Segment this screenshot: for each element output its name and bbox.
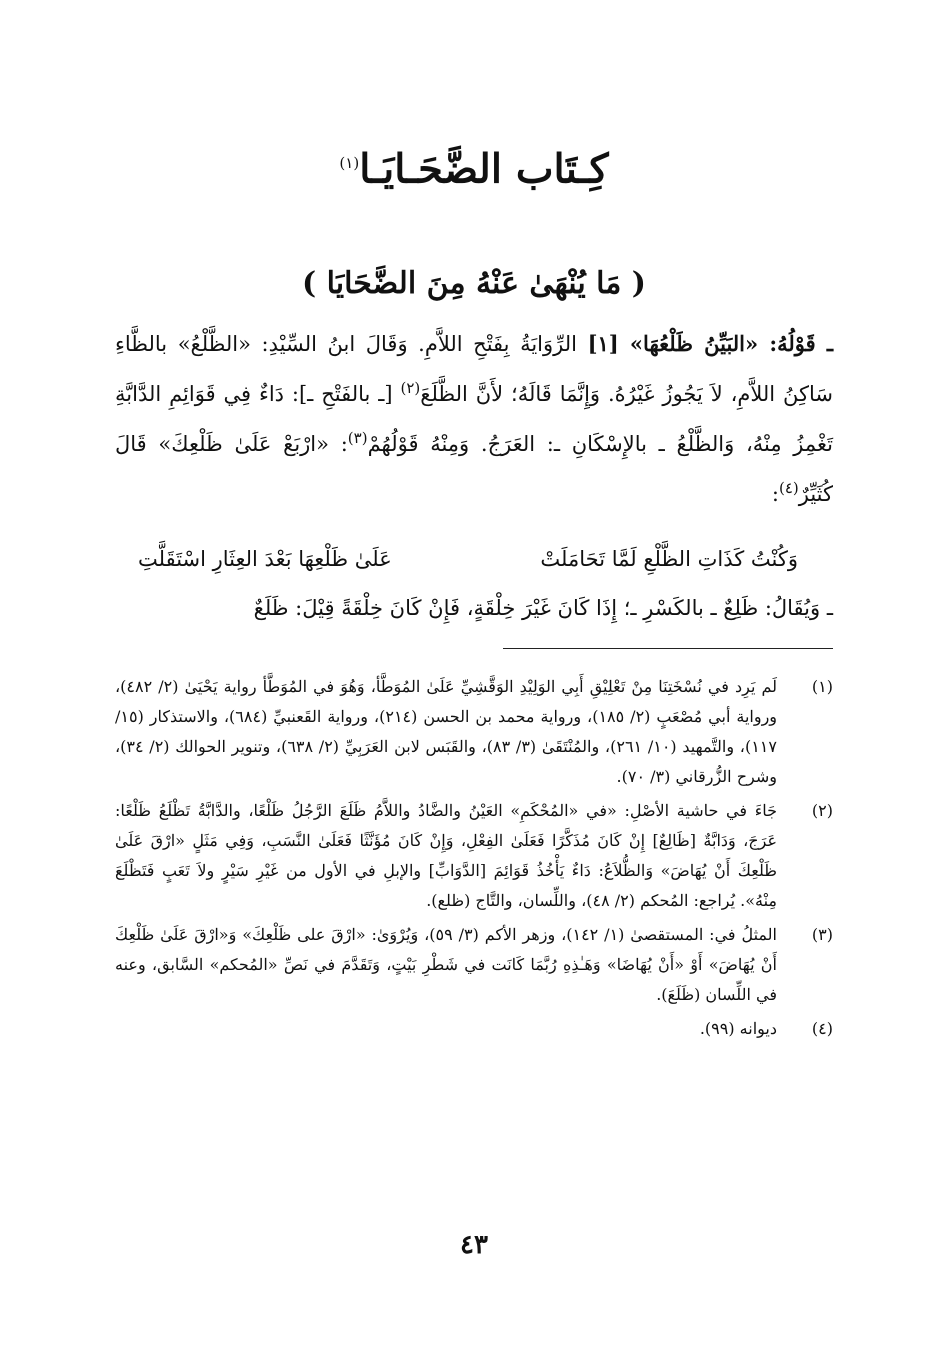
- footnote: [115, 1014, 833, 1044]
- body-text-2: [ـ بالفَتْحِ ـ]: دَاءٌ فِي قَوَائِمِ الدَّابَّةِ تَغْمِزُ مِنْهُ، وَالظَّلْعُ ـ بالإِسْكَانِ ـ: العَرَجُ. وَمِنْهُ قَوْلُهُمْ: [115, 382, 833, 456]
- footnote-ref-4: (٤): [778, 479, 799, 497]
- footnote-text: ديوانه (٩٩).: [699, 1019, 777, 1038]
- footnote: [115, 672, 833, 792]
- poetry-verse: [138, 537, 798, 581]
- section-title: ( مَا يُنْهَىٰ عَنْهُ مِنَ الضَّحَايَا ): [302, 266, 646, 301]
- footnote-text: لَم يَرِد في نُسْخَتِنَا مِنْ تَعْلِيْقِ أَبِي الوَلِيْدِ الوَقَّشِيِّ عَلَىٰ المُوَطَّأ، وَهُوَ في المُوَطَّأ رواية يَحْيَىٰ (٢/ ٤٨٢)، ورواية أبي مُصْعَبٍ (٢/ ١٨٥)، ورواية محمد بن الحسن (٢١٤)، ورواية القَعنبيِّ (٦٨٤)، والاستذكار (١٥/ ١١٧)، والتَّمهيد (١٠/ ٢٦١)، والمُنْتَقَىٰ (٣/ ٨٣)، والقَبَس لابن العَرَبِيِّ (٢/ ٦٣٨)، وتنوير الحوالك (٢/ ٣٤)، وشرح الزُّرقاني (٣/ ٧٠).: [115, 677, 778, 786]
- footnote-number: (٤): [811, 1019, 833, 1038]
- footnote-text: المثلُ في: المستقصىٰ (١/ ١٤٢)، وزهر الأكم (٣/ ٥٩)، وَيُرْوَىٰ: «ارْقَ على ظَلْعِكَ» وَ«ارْقَ عَلَىٰ ظَلْعِكَ أَنْ يُهَاضَ» أَوْ «أَنْ يُهَاضَا» وَهَـٰذِهِ رُبَّمَا كَانَت في شَطْرِ بَيْتٍ، وَتَقَدَّمَ في نَصِّ «المُحكم» السَّابق، وعنه في اللِّسان (ظَلَعَ).: [115, 925, 777, 1004]
- lemma: ـ قَوْلُهُ: «البَيِّنُ ظَلْعُهَا» [١]: [587, 331, 833, 356]
- verse-second-hemistich: عَلَىٰ ظَلْعِهَا بَعْدَ العِثَارِ اسْتَقَلَّتِ: [138, 547, 392, 571]
- main-paragraph: [115, 322, 833, 516]
- body-text-1: الرِّوَايَةُ بِفَتْحِ اللاَّمِ. وَقَالَ ابنُ السِّيْدِ: «الظَّلْعُ» بالظَّاءِ سَاكِنُ اللاَّمِ، لاَ يَجُوزُ غَيْرُهُ. وَإِنَّمَا قَالَهُ؛ لأَنَّ الظَّلَعَ: [115, 332, 833, 406]
- footnote-ref-3: (٣): [347, 429, 368, 447]
- body-text-4: :: [771, 482, 779, 506]
- body-text-tail: ـ وَيُقَالُ: ظَلِعٌ ـ بالكَسْرِ ـ؛ إِذَا كَانَ غَيْرَ خِلْقَةٍ، فَإِنْ كَانَ خِلْقَةً قِيْلَ: ظَلَعٌ: [253, 596, 833, 620]
- footnote-text: جَاءَ في حاشية الأصْلِ: «في «المُحْكَمِ» العَيْنُ والضَّادُ واللاَّمُ ظَلَعَ الرَّجُلُ ظَلْعًا، والدَّابَّةُ تَظْلَعُ ظَلْعًا: عَرَجَ، وَدَابَّةٌ [ظَالِعٌ] إِنْ كَانَ مُذَكَّرًا فَعَلَىٰ الفِعْلِ، وَإِنْ كَانَ مُؤَنَّثًا فَعَلَىٰ النَّسَبِ، وَفِي مَثَلٍ «ارْقَ عَلَىٰ ظَلْعِكَ أَنْ يُهَاضَ» وَالظُّلاَعُ: دَاءٌ يَأْخُذُ قَوَائِمَ [الدَّوَابِّ] والإبلِ في الأول من غَيْرِ سَيْرٍ ولاَ تَعَبٍ فَتَظْلَعَ مِنْهُ». يُراجع: المُحكم (٢/ ٤٨)، واللِّسان، والتَّاج (ظلع).: [115, 801, 777, 910]
- book-title: [0, 128, 948, 204]
- footnotes: [115, 672, 833, 1048]
- book-title-footnote-ref: (١): [339, 154, 360, 172]
- footnote: [115, 796, 833, 916]
- book-title-text: كِـتَاب الضَّحَـايَـا: [359, 145, 609, 193]
- body-text-3: : «ارْبَعْ عَلَىٰ ظَلْعِكَ» قَالَ كُثَيِّرٌ: [115, 432, 833, 506]
- page-number: ٤٣: [460, 1230, 488, 1260]
- footnote-divider: [503, 648, 833, 649]
- footnote-number: (١): [811, 677, 833, 696]
- verse-first-hemistich: وَكُنْتُ كَذَاتِ الظَّلْعِ لَمَّا تَحَامَلَتْ: [540, 547, 798, 571]
- footnote: [115, 920, 833, 1010]
- footnote-number: (٣): [811, 925, 833, 944]
- footnote-ref-2: (٢): [400, 379, 421, 397]
- footnote-number: (٢): [811, 801, 833, 820]
